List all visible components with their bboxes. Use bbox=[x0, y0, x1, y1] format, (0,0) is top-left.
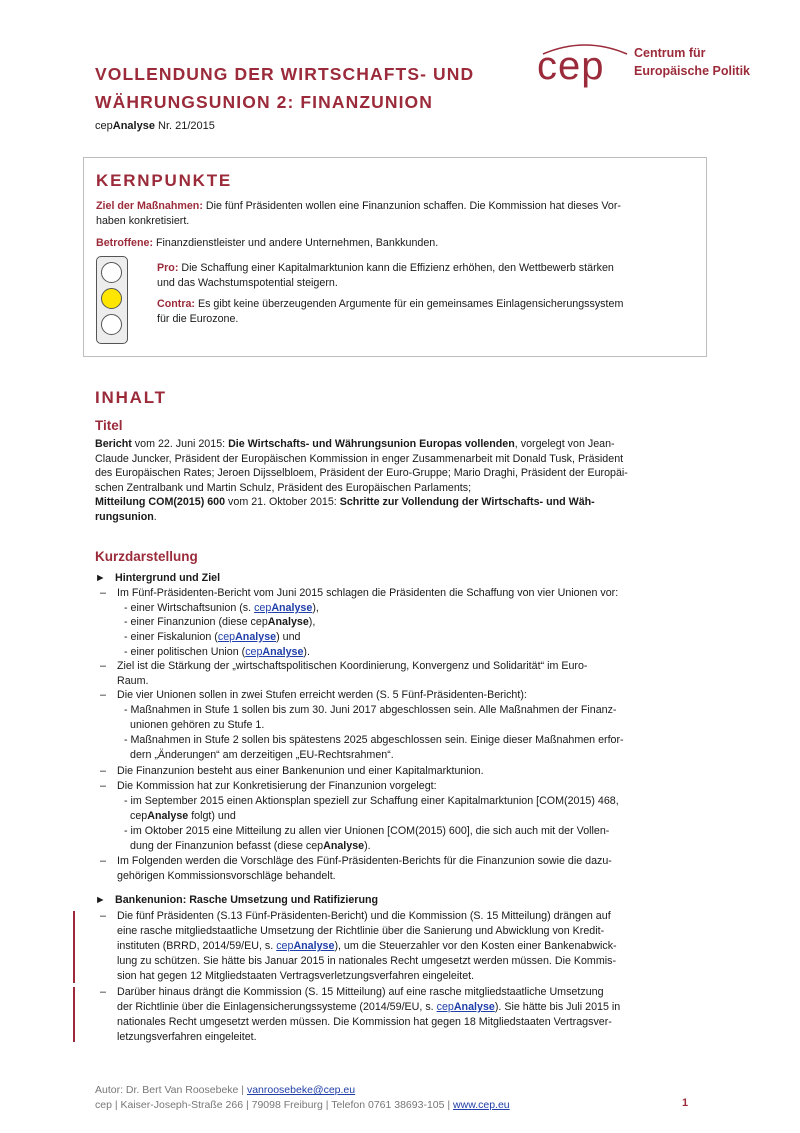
hintergrund-heading: Hintergrund und Ziel bbox=[115, 572, 221, 584]
list-item bbox=[124, 645, 310, 660]
bold-analyse: Analyse bbox=[323, 840, 365, 852]
contra-label: Contra: bbox=[157, 298, 195, 310]
list-item: lung zu schützen. Sie hätte bis Januar 2015 in nationales Recht umgesetzt werden müssen. Die Kommis- bbox=[117, 955, 617, 967]
link-prefix: cep bbox=[245, 646, 263, 658]
bold-analyse: Analyse bbox=[267, 616, 309, 628]
contra-text-1: Es gibt keine überzeugenden Argumente für ein gemeinsames Einlagensicherungssystem bbox=[195, 298, 624, 310]
list-item: letzungsverfahren eingeleitet. bbox=[117, 1031, 257, 1043]
bericht-text-4: schen Zentralbank und Martin Schulz, Präsident des Europäischen Parlaments; bbox=[95, 481, 472, 494]
traffic-light-bottom-lamp bbox=[101, 314, 122, 335]
list-item: Die fünf Präsidenten (S.13 Fünf-Präsidenten-Bericht) und die Kommission (S. 15 Mitteilung) drängen auf bbox=[117, 910, 611, 922]
item-text: folgt) und bbox=[188, 810, 236, 822]
page-number: 1 bbox=[682, 1097, 689, 1109]
list-item: - Maßnahmen in Stufe 1 sollen bis zum 30. Juni 2017 abgeschlossen sein. Alle Maßnahmen der Finanz- bbox=[124, 704, 617, 716]
dash-bullet: – bbox=[100, 986, 106, 998]
betroffene-label: Betroffene: bbox=[96, 237, 154, 249]
dash-bullet: – bbox=[100, 587, 106, 599]
list-item: Ziel ist die Stärkung der „wirtschaftspolitischen Koordinierung, Konvergenz und Solidarität“ im Euro- bbox=[117, 660, 588, 672]
list-item: Darüber hinaus drängt die Kommission (S. 15 Mitteilung) auf eine rasche mitgliedstaatliche Umsetzung bbox=[117, 986, 604, 998]
list-item: Die Kommission hat zur Konkretisierung der Finanzunion vorgelegt: bbox=[117, 780, 437, 792]
footer-address: cep | Kaiser-Joseph-Straße 266 | 79098 Freiburg | Telefon 0761 38693-105 | bbox=[95, 1098, 454, 1111]
dash-bullet: – bbox=[100, 765, 106, 777]
bankenunion-heading: Bankenunion: Rasche Umsetzung und Ratifizierung bbox=[115, 894, 379, 906]
betroffene-paragraph bbox=[96, 236, 696, 251]
list-item bbox=[124, 630, 300, 645]
traffic-light-icon bbox=[96, 256, 128, 344]
cep-logo bbox=[537, 40, 767, 90]
pro-text-1: Die Schaffung einer Kapitalmarktunion kann die Effizienz erhöhen, den Wettbewerb stärken bbox=[178, 262, 614, 274]
bericht-title: Die Wirtschafts- und Währungsunion Europas vollenden bbox=[228, 438, 515, 450]
author-email-link[interactable]: vanroosebeke@cep.eu bbox=[246, 1084, 356, 1096]
cepanalyse-link[interactable] bbox=[254, 602, 312, 614]
document-title bbox=[95, 60, 535, 116]
list-item: sion hat gegen 12 Mitgliedstaaten Vertragsverletzungsverfahren eingeleitet. bbox=[117, 970, 475, 982]
kernpunkte-heading: KERNPUNKTE bbox=[96, 171, 233, 190]
link-bold: Analyse bbox=[235, 631, 277, 643]
mitteilung-label: Mitteilung COM(2015) 600 bbox=[95, 496, 226, 508]
item-text: ) und bbox=[276, 631, 301, 643]
title-line-2: WÄHRUNGSUNION 2: FINANZUNION bbox=[95, 92, 434, 112]
contra-text-2: für die Eurozone. bbox=[157, 312, 239, 325]
link-bold: Analyse bbox=[293, 940, 335, 952]
contra-paragraph bbox=[157, 297, 697, 326]
mitteilung-period: . bbox=[153, 510, 157, 523]
list-item: unionen gehören zu Stufe 1. bbox=[130, 719, 265, 731]
link-bold: Analyse bbox=[453, 1001, 495, 1013]
dash-bullet: – bbox=[100, 910, 106, 922]
link-bold: Analyse bbox=[262, 646, 304, 658]
dash-bullet: – bbox=[100, 660, 106, 672]
pro-label: Pro: bbox=[157, 262, 179, 274]
link-prefix: cep bbox=[436, 1001, 454, 1013]
ziel-text-1: Die fünf Präsidenten wollen eine Finanzunion schaffen. Die Kommission hat dieses Vor- bbox=[202, 200, 621, 212]
pro-paragraph bbox=[157, 261, 697, 290]
website-link[interactable]: www.cep.eu bbox=[453, 1098, 510, 1111]
list-item bbox=[124, 601, 319, 616]
list-item: Die Finanzunion besteht aus einer Bankenunion und einer Kapitalmarktunion. bbox=[117, 765, 484, 777]
bericht-text-3: des Europäischen Rates; Jeroen Dijsselbloem, Präsident der Euro-Gruppe; Mario Draghi, Präsident der Europäi- bbox=[95, 467, 628, 479]
dash-bullet: – bbox=[100, 855, 106, 867]
list-item: eine rasche mitgliedstaatliche Umsetzung der Richtlinie über die Sanierung und Abwicklung von Kredit- bbox=[117, 925, 605, 937]
bericht-label: Bericht bbox=[95, 438, 132, 450]
change-bar bbox=[73, 987, 75, 1042]
link-prefix: cep bbox=[254, 602, 272, 614]
item-text: - einer Finanzunion (diese cep bbox=[124, 616, 268, 628]
betroffene-text: Finanzdienstleister und andere Unternehmen, Bankkunden. bbox=[153, 237, 439, 249]
list-item bbox=[130, 839, 371, 854]
list-item bbox=[117, 939, 617, 954]
list-item: Die vier Unionen sollen in zwei Stufen erreicht werden (S. 5 Fünf-Präsidenten-Bericht): bbox=[117, 689, 527, 701]
ref-bold: Analyse bbox=[112, 120, 155, 132]
item-text: ). Sie hätte bis Juli 2015 in bbox=[494, 1001, 621, 1013]
cepanalyse-link[interactable] bbox=[218, 631, 276, 643]
cepanalyse-link[interactable] bbox=[245, 646, 303, 658]
bericht-text-1: , vorgelegt von Jean- bbox=[514, 438, 615, 450]
kurzdarstellung-heading: Kurzdarstellung bbox=[95, 549, 198, 564]
cepanalyse-link[interactable] bbox=[276, 940, 334, 952]
list-item: - im Oktober 2015 eine Mitteilung zu allen vier Unionen [COM(2015) 600], die sich auch mit der Vollen- bbox=[124, 825, 610, 837]
bold-analyse: Analyse bbox=[147, 810, 189, 822]
item-text: ). bbox=[303, 646, 310, 658]
item-text: ), bbox=[308, 616, 316, 628]
mitteilung-title-2: rungsunion bbox=[95, 510, 154, 523]
change-bar bbox=[73, 911, 75, 983]
item-text: dung der Finanzunion befasst (diese cep bbox=[130, 840, 324, 852]
ref-prefix: cep bbox=[95, 120, 113, 132]
ref-number: Nr. 21/2015 bbox=[154, 120, 215, 132]
inhalt-heading: INHALT bbox=[95, 388, 167, 407]
titel-heading: Titel bbox=[95, 418, 123, 433]
titel-paragraph bbox=[95, 437, 685, 524]
item-text: - einer politischen Union ( bbox=[124, 646, 246, 658]
mitteilung-date: vom 21. Oktober 2015: bbox=[225, 496, 340, 508]
list-item: - Maßnahmen in Stufe 2 sollen bis spätestens 2025 abgeschlossen sein. Einige dieser Maßnahmen erfor- bbox=[124, 734, 624, 746]
item-text: ), um die Steuerzahler vor den Kosten einer Bankenabwick- bbox=[334, 940, 617, 952]
list-item bbox=[130, 809, 236, 824]
analysis-reference bbox=[95, 120, 215, 132]
list-item: Raum. bbox=[117, 675, 149, 687]
arrow-bullet-icon: ► bbox=[95, 894, 106, 906]
logo-mark: cep bbox=[537, 44, 605, 88]
dash-bullet: – bbox=[100, 780, 106, 792]
mitteilung-title-1: Schritte zur Vollendung der Wirtschafts- und Wäh- bbox=[339, 496, 595, 508]
item-text: - einer Fiskalunion ( bbox=[124, 631, 218, 643]
pro-text-2: und das Wachstumspotential steigern. bbox=[157, 276, 338, 289]
footer bbox=[95, 1083, 510, 1112]
item-text: ). bbox=[364, 840, 371, 852]
cepanalyse-link[interactable] bbox=[437, 1001, 495, 1013]
arrow-bullet-icon: ► bbox=[95, 572, 106, 584]
logo-name bbox=[634, 44, 750, 80]
traffic-light-middle-lamp bbox=[101, 288, 122, 309]
link-prefix: cep bbox=[217, 631, 236, 643]
item-text: der Richtlinie über die Einlagensicherungssysteme (2014/59/EU, s. bbox=[117, 1001, 437, 1013]
list-item bbox=[117, 1000, 620, 1015]
title-line-1: VOLLENDUNG DER WIRTSCHAFTS- UND bbox=[95, 64, 475, 84]
traffic-light-top-lamp bbox=[101, 262, 122, 283]
list-item bbox=[124, 615, 315, 630]
bericht-text-2: Claude Juncker, Präsident der Europäischen Kommission in enger Zusammenarbeit mit Donald Tusk, Präsident bbox=[95, 452, 624, 465]
link-bold: Analyse bbox=[271, 602, 313, 614]
list-item: - im September 2015 einen Aktionsplan speziell zur Schaffung einer Kapitalmarktunion [COM(2015) 468, bbox=[124, 795, 619, 807]
logo-name-line-2: Europäische Politik bbox=[634, 64, 751, 78]
item-text: ), bbox=[312, 602, 319, 614]
list-item: dern „Änderungen“ am derzeitigen „EU-Rechtsrahmen“. bbox=[130, 749, 394, 761]
list-item: nationales Recht umgesetzt werden müssen. Die Kommission hat gegen 18 Mitgliedstaaten Vertragsver- bbox=[117, 1016, 612, 1028]
bericht-date: vom 22. Juni 2015: bbox=[131, 438, 229, 450]
ziel-text-2: haben konkretisiert. bbox=[96, 214, 190, 227]
link-prefix: cep bbox=[276, 940, 294, 952]
item-text: instituten (BRRD, 2014/59/EU, s. bbox=[117, 940, 277, 952]
list-item: Im Folgenden werden die Vorschläge des Fünf-Präsidenten-Berichts für die Finanzunion sowie die dazu- bbox=[117, 855, 612, 867]
dash-bullet: – bbox=[100, 689, 106, 701]
ziel-paragraph bbox=[96, 199, 696, 228]
footer-author: Autor: Dr. Bert Van Roosebeke | bbox=[95, 1084, 247, 1096]
item-text: - einer Wirtschaftsunion (s. bbox=[124, 602, 255, 614]
item-text: cep bbox=[130, 810, 148, 822]
logo-name-line-1: Centrum für bbox=[634, 46, 706, 60]
list-item: gehörigen Kommissionsvorschläge behandelt. bbox=[117, 870, 336, 882]
list-item: Im Fünf-Präsidenten-Bericht vom Juni 2015 schlagen die Präsidenten die Schaffung von vier Unionen vor: bbox=[117, 587, 619, 599]
ziel-label: Ziel der Maßnahmen: bbox=[96, 200, 203, 212]
